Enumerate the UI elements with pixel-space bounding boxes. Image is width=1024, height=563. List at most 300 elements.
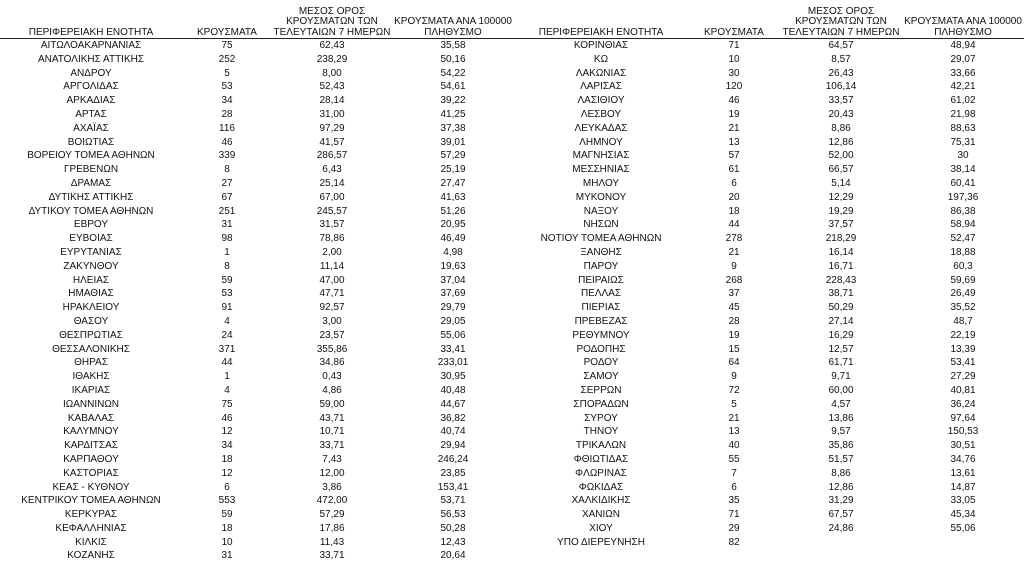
region-cell: ΑΡΤΑΣ <box>0 108 182 122</box>
avg7-cell: 19,29 <box>780 205 902 219</box>
cases-cell: 24 <box>182 329 272 343</box>
avg7-cell: 31,00 <box>272 108 392 122</box>
region-cell: ΧΑΝΙΩΝ <box>514 508 688 522</box>
cases-cell: 40 <box>688 439 780 453</box>
per100k-cell: 36,24 <box>902 398 1024 412</box>
cases-cell: 21 <box>688 246 780 260</box>
avg7-cell: 34,86 <box>272 356 392 370</box>
cases-cell: 20 <box>688 191 780 205</box>
avg7-cell: 62,43 <box>272 39 392 53</box>
table-row <box>514 177 1024 191</box>
avg7-cell: 97,29 <box>272 122 392 136</box>
region-cell: ΜΥΚΟΝΟΥ <box>514 191 688 205</box>
table-row <box>0 232 514 246</box>
avg7-cell: 52,00 <box>780 149 902 163</box>
table-row <box>0 425 514 439</box>
avg7-cell: 66,57 <box>780 163 902 177</box>
right-table-panel <box>514 0 1024 549</box>
region-cell: ΤΡΙΚΑΛΩΝ <box>514 439 688 453</box>
table-row <box>514 80 1024 94</box>
cases-cell: 8 <box>182 163 272 177</box>
cases-cell: 34 <box>182 94 272 108</box>
region-cell: ΔΥΤΙΚΗΣ ΑΤΤΙΚΗΣ <box>0 191 182 205</box>
cases-cell: 44 <box>182 356 272 370</box>
avg7-cell: 52,43 <box>272 80 392 94</box>
avg7-cell: 17,86 <box>272 522 392 536</box>
table-row <box>0 218 514 232</box>
per100k-cell: 60,41 <box>902 177 1024 191</box>
region-cell: ΚΑΒΑΛΑΣ <box>0 412 182 426</box>
per100k-cell: 27,47 <box>392 177 514 191</box>
cases-cell: 371 <box>182 343 272 357</box>
col-header-cases: ΚΡΟΥΣΜΑΤΑ <box>688 0 780 39</box>
table-row <box>514 343 1024 357</box>
per100k-cell: 53,71 <box>392 494 514 508</box>
per100k-cell: 48,94 <box>902 39 1024 53</box>
cases-cell: 98 <box>182 232 272 246</box>
avg7-cell: 3,00 <box>272 315 392 329</box>
per100k-cell <box>902 536 1024 550</box>
per100k-cell: 39,22 <box>392 94 514 108</box>
cases-cell: 71 <box>688 39 780 53</box>
avg7-cell: 16,14 <box>780 246 902 260</box>
avg7-cell: 12,29 <box>780 191 902 205</box>
per100k-cell: 55,06 <box>902 522 1024 536</box>
avg7-cell: 12,86 <box>780 136 902 150</box>
region-cell: ΚΕΑΣ - ΚΥΘΝΟΥ <box>0 481 182 495</box>
region-cell: ΥΠΟ ΔΙΕΡΕΥΝΗΣΗ <box>514 536 688 550</box>
per100k-cell: 19,63 <box>392 260 514 274</box>
region-cell: ΞΑΝΘΗΣ <box>514 246 688 260</box>
region-cell: ΔΡΑΜΑΣ <box>0 177 182 191</box>
table-row <box>0 549 514 563</box>
avg7-cell: 23,57 <box>272 329 392 343</box>
table-row <box>0 301 514 315</box>
table-row <box>514 425 1024 439</box>
per100k-cell: 56,53 <box>392 508 514 522</box>
cases-cell: 44 <box>688 218 780 232</box>
table-row <box>514 191 1024 205</box>
cases-cell: 46 <box>182 136 272 150</box>
table-row <box>514 163 1024 177</box>
avg7-cell: 64,57 <box>780 39 902 53</box>
per100k-cell: 22,19 <box>902 329 1024 343</box>
col-header-per100k: ΚΡΟΥΣΜΑΤΑ ΑΝΑ 100000 ΠΛΗΘΥΣΜΟ <box>902 0 1024 39</box>
avg7-cell: 47,00 <box>272 274 392 288</box>
per100k-cell: 50,28 <box>392 522 514 536</box>
per100k-cell: 42,21 <box>902 80 1024 94</box>
col-header-cases: ΚΡΟΥΣΜΑΤΑ <box>182 0 272 39</box>
per100k-cell: 86,38 <box>902 205 1024 219</box>
per100k-cell: 23,85 <box>392 467 514 481</box>
avg7-cell: 59,00 <box>272 398 392 412</box>
cases-cell: 12 <box>182 467 272 481</box>
table-row <box>514 398 1024 412</box>
col-header-per100k: ΚΡΟΥΣΜΑΤΑ ΑΝΑ 100000 ΠΛΗΘΥΣΜΟ <box>392 0 514 39</box>
avg7-cell: 3,86 <box>272 481 392 495</box>
avg7-cell: 61,71 <box>780 356 902 370</box>
cases-cell: 28 <box>688 315 780 329</box>
region-cell: ΠΑΡΟΥ <box>514 260 688 274</box>
per100k-cell: 54,22 <box>392 67 514 81</box>
region-cell: ΡΟΔΟΠΗΣ <box>514 343 688 357</box>
avg7-cell: 228,43 <box>780 274 902 288</box>
per100k-cell: 12,43 <box>392 536 514 550</box>
per100k-cell: 13,39 <box>902 343 1024 357</box>
region-cell: ΧΑΛΚΙΔΙΚΗΣ <box>514 494 688 508</box>
region-cell: ΖΑΚΥΝΘΟΥ <box>0 260 182 274</box>
region-cell: ΛΑΣΙΘΙΟΥ <box>514 94 688 108</box>
table-row <box>514 232 1024 246</box>
per100k-cell: 44,67 <box>392 398 514 412</box>
region-cell: ΚΑΛΥΜΝΟΥ <box>0 425 182 439</box>
table-row <box>0 191 514 205</box>
cases-cell: 339 <box>182 149 272 163</box>
cases-cell: 31 <box>182 218 272 232</box>
region-cell: ΝΟΤΙΟΥ ΤΟΜΕΑ ΑΘΗΝΩΝ <box>514 232 688 246</box>
region-cell: ΝΑΞΟΥ <box>514 205 688 219</box>
cases-cell: 1 <box>182 370 272 384</box>
cases-cell: 5 <box>182 67 272 81</box>
cases-cell: 251 <box>182 205 272 219</box>
avg7-cell: 43,71 <box>272 412 392 426</box>
per100k-cell: 33,05 <box>902 494 1024 508</box>
per100k-cell: 40,48 <box>392 384 514 398</box>
per100k-cell: 41,25 <box>392 108 514 122</box>
cases-cell: 9 <box>688 370 780 384</box>
per100k-cell: 29,05 <box>392 315 514 329</box>
cases-table-right <box>514 0 1024 549</box>
per100k-cell: 97,64 <box>902 412 1024 426</box>
table-row <box>514 412 1024 426</box>
region-cell: ΦΘΙΩΤΙΔΑΣ <box>514 453 688 467</box>
cases-cell: 18 <box>182 522 272 536</box>
table-row <box>0 260 514 274</box>
region-cell: ΜΗΛΟΥ <box>514 177 688 191</box>
avg7-cell: 2,00 <box>272 246 392 260</box>
avg7-cell: 106,14 <box>780 80 902 94</box>
table-row <box>514 149 1024 163</box>
per100k-cell: 37,38 <box>392 122 514 136</box>
avg7-cell: 355,86 <box>272 343 392 357</box>
avg7-cell: 31,57 <box>272 218 392 232</box>
cases-cell: 31 <box>182 549 272 563</box>
region-cell: ΕΥΒΟΙΑΣ <box>0 232 182 246</box>
avg7-cell: 8,57 <box>780 53 902 67</box>
cases-cell: 75 <box>182 398 272 412</box>
per100k-cell: 4,98 <box>392 246 514 260</box>
avg7-cell: 47,71 <box>272 287 392 301</box>
cases-cell: 21 <box>688 412 780 426</box>
table-row <box>0 329 514 343</box>
region-cell: ΠΡΕΒΕΖΑΣ <box>514 315 688 329</box>
avg7-cell: 92,57 <box>272 301 392 315</box>
table-row <box>0 287 514 301</box>
table-row <box>514 287 1024 301</box>
per100k-cell: 57,29 <box>392 149 514 163</box>
table-row <box>514 439 1024 453</box>
table-row <box>0 205 514 219</box>
per100k-cell: 41,63 <box>392 191 514 205</box>
region-cell: ΣΥΡΟΥ <box>514 412 688 426</box>
per100k-cell: 33,41 <box>392 343 514 357</box>
region-cell: ΑΧΑΪΑΣ <box>0 122 182 136</box>
avg7-cell: 0,43 <box>272 370 392 384</box>
avg7-cell: 8,86 <box>780 467 902 481</box>
avg7-cell: 5,14 <box>780 177 902 191</box>
per100k-cell: 36,82 <box>392 412 514 426</box>
cases-cell: 15 <box>688 343 780 357</box>
avg7-cell: 11,14 <box>272 260 392 274</box>
table-row <box>514 384 1024 398</box>
per100k-cell: 40,81 <box>902 384 1024 398</box>
table-row <box>0 108 514 122</box>
col-header-region: ΠΕΡΙΦΕΡΕΙΑΚΗ ΕΝΟΤΗΤΑ <box>514 0 688 39</box>
cases-cell: 67 <box>182 191 272 205</box>
table-row <box>514 508 1024 522</box>
region-cell: ΙΚΑΡΙΑΣ <box>0 384 182 398</box>
table-row <box>514 218 1024 232</box>
region-cell: ΒΟΡΕΙΟΥ ΤΟΜΕΑ ΑΘΗΝΩΝ <box>0 149 182 163</box>
cases-cell: 53 <box>182 287 272 301</box>
cases-cell: 9 <box>688 260 780 274</box>
region-cell: ΚΑΡΔΙΤΣΑΣ <box>0 439 182 453</box>
region-cell: ΚΕΝΤΡΙΚΟΥ ΤΟΜΕΑ ΑΘΗΝΩΝ <box>0 494 182 508</box>
per100k-cell: 58,94 <box>902 218 1024 232</box>
table-row <box>514 494 1024 508</box>
per100k-cell: 38,14 <box>902 163 1024 177</box>
table-row <box>514 122 1024 136</box>
region-cell: ΗΛΕΙΑΣ <box>0 274 182 288</box>
cases-cell: 59 <box>182 508 272 522</box>
avg7-cell: 8,86 <box>780 122 902 136</box>
table-row <box>0 384 514 398</box>
table-row <box>514 467 1024 481</box>
avg7-cell: 238,29 <box>272 53 392 67</box>
avg7-cell: 9,57 <box>780 425 902 439</box>
avg7-cell: 51,57 <box>780 453 902 467</box>
cases-cell: 1 <box>182 246 272 260</box>
avg7-cell: 50,29 <box>780 301 902 315</box>
per100k-cell: 153,41 <box>392 481 514 495</box>
table-row <box>514 522 1024 536</box>
region-cell: ΑΙΤΩΛΟΑΚΑΡΝΑΝΙΑΣ <box>0 39 182 53</box>
cases-cell: 64 <box>688 356 780 370</box>
per100k-cell: 39,01 <box>392 136 514 150</box>
avg7-cell: 10,71 <box>272 425 392 439</box>
per100k-cell: 20,64 <box>392 549 514 563</box>
per100k-cell: 30,95 <box>392 370 514 384</box>
per100k-cell: 45,34 <box>902 508 1024 522</box>
region-cell: ΤΗΝΟΥ <box>514 425 688 439</box>
region-cell: ΚΕΦΑΛΛΗΝΙΑΣ <box>0 522 182 536</box>
region-cell: ΛΕΥΚΑΔΑΣ <box>514 122 688 136</box>
avg7-cell: 26,43 <box>780 67 902 81</box>
cases-cell: 4 <box>182 384 272 398</box>
table-row <box>0 481 514 495</box>
per100k-cell: 233,01 <box>392 356 514 370</box>
region-cell: ΦΛΩΡΙΝΑΣ <box>514 467 688 481</box>
table-row <box>514 94 1024 108</box>
cases-cell: 28 <box>182 108 272 122</box>
per100k-cell: 52,47 <box>902 232 1024 246</box>
cases-cell: 120 <box>688 80 780 94</box>
avg7-cell: 4,86 <box>272 384 392 398</box>
cases-cell: 91 <box>182 301 272 315</box>
avg7-cell: 218,29 <box>780 232 902 246</box>
table-row <box>0 398 514 412</box>
per100k-cell: 197,36 <box>902 191 1024 205</box>
table-row <box>0 370 514 384</box>
cases-cell: 46 <box>182 412 272 426</box>
table-row <box>514 453 1024 467</box>
avg7-cell: 31,29 <box>780 494 902 508</box>
cases-cell: 46 <box>688 94 780 108</box>
cases-cell: 19 <box>688 329 780 343</box>
table-row <box>514 53 1024 67</box>
per100k-cell: 61,02 <box>902 94 1024 108</box>
per100k-cell: 18,88 <box>902 246 1024 260</box>
cases-cell: 19 <box>688 108 780 122</box>
per100k-cell: 35,58 <box>392 39 514 53</box>
avg7-cell: 20,43 <box>780 108 902 122</box>
table-row <box>0 246 514 260</box>
cases-cell: 13 <box>688 136 780 150</box>
cases-cell: 6 <box>688 481 780 495</box>
cases-cell: 116 <box>182 122 272 136</box>
region-cell: ΚΕΡΚΥΡΑΣ <box>0 508 182 522</box>
per100k-cell: 27,29 <box>902 370 1024 384</box>
per100k-cell: 14,87 <box>902 481 1024 495</box>
region-cell: ΛΑΡΙΣΑΣ <box>514 80 688 94</box>
cases-cell: 252 <box>182 53 272 67</box>
region-cell: ΔΥΤΙΚΟΥ ΤΟΜΕΑ ΑΘΗΝΩΝ <box>0 205 182 219</box>
per100k-cell: 33,66 <box>902 67 1024 81</box>
avg7-cell: 78,86 <box>272 232 392 246</box>
avg7-cell: 33,71 <box>272 439 392 453</box>
cases-cell: 82 <box>688 536 780 550</box>
table-row <box>0 453 514 467</box>
avg7-cell: 12,00 <box>272 467 392 481</box>
avg7-cell: 7,43 <box>272 453 392 467</box>
table-row <box>0 343 514 357</box>
table-row <box>0 67 514 81</box>
cases-cell: 75 <box>182 39 272 53</box>
per100k-cell: 26,49 <box>902 287 1024 301</box>
avg7-cell: 12,57 <box>780 343 902 357</box>
table-row <box>0 122 514 136</box>
table-row <box>0 522 514 536</box>
region-cell: ΕΥΡΥΤΑΝΙΑΣ <box>0 246 182 260</box>
table-row <box>514 301 1024 315</box>
region-cell: ΚΩ <box>514 53 688 67</box>
avg7-cell: 13,86 <box>780 412 902 426</box>
region-cell: ΚΟΡΙΝΘΙΑΣ <box>514 39 688 53</box>
table-row <box>0 494 514 508</box>
table-row <box>0 412 514 426</box>
region-cell: ΙΘΑΚΗΣ <box>0 370 182 384</box>
avg7-cell: 11,43 <box>272 536 392 550</box>
avg7-cell: 27,14 <box>780 315 902 329</box>
table-row <box>514 67 1024 81</box>
header-row <box>0 0 514 39</box>
cases-cell: 30 <box>688 67 780 81</box>
avg7-cell: 8,00 <box>272 67 392 81</box>
cases-cell: 553 <box>182 494 272 508</box>
cases-cell: 13 <box>688 425 780 439</box>
table-row <box>0 80 514 94</box>
cases-cell: 72 <box>688 384 780 398</box>
table-row <box>514 136 1024 150</box>
region-cell: ΚΑΡΠΑΘΟΥ <box>0 453 182 467</box>
table-row <box>514 536 1024 550</box>
cases-cell: 57 <box>688 149 780 163</box>
per100k-cell: 54,61 <box>392 80 514 94</box>
per100k-cell: 75,31 <box>902 136 1024 150</box>
avg7-cell: 57,29 <box>272 508 392 522</box>
table-row <box>0 39 514 53</box>
avg7-cell: 24,86 <box>780 522 902 536</box>
table-body-left <box>0 39 514 563</box>
cases-cell: 268 <box>688 274 780 288</box>
table-row <box>514 370 1024 384</box>
region-cell: ΛΑΚΩΝΙΑΣ <box>514 67 688 81</box>
per100k-cell: 34,76 <box>902 453 1024 467</box>
table-row <box>0 467 514 481</box>
region-cell: ΣΕΡΡΩΝ <box>514 384 688 398</box>
region-cell: ΗΜΑΘΙΑΣ <box>0 287 182 301</box>
cases-cell: 10 <box>182 536 272 550</box>
cases-cell: 34 <box>182 439 272 453</box>
cases-cell: 5 <box>688 398 780 412</box>
table-body-right <box>514 39 1024 550</box>
table-row <box>0 274 514 288</box>
table-row <box>0 356 514 370</box>
avg7-cell: 245,57 <box>272 205 392 219</box>
table-row <box>0 177 514 191</box>
region-cell: ΣΠΟΡΑΔΩΝ <box>514 398 688 412</box>
table-row <box>514 481 1024 495</box>
cases-cell: 21 <box>688 122 780 136</box>
table-row <box>0 315 514 329</box>
table-row <box>0 53 514 67</box>
cases-cell: 10 <box>688 53 780 67</box>
cases-cell: 8 <box>182 260 272 274</box>
avg7-cell: 67,57 <box>780 508 902 522</box>
per100k-cell: 55,06 <box>392 329 514 343</box>
region-cell: ΜΑΓΝΗΣΙΑΣ <box>514 149 688 163</box>
avg7-cell: 472,00 <box>272 494 392 508</box>
region-cell: ΠΕΙΡΑΙΩΣ <box>514 274 688 288</box>
avg7-cell: 9,71 <box>780 370 902 384</box>
cases-cell: 18 <box>688 205 780 219</box>
region-cell: ΑΡΚΑΔΙΑΣ <box>0 94 182 108</box>
region-cell: ΡΟΔΟΥ <box>514 356 688 370</box>
region-cell: ΠΙΕΡΙΑΣ <box>514 301 688 315</box>
per100k-cell: 60,3 <box>902 260 1024 274</box>
region-cell: ΠΕΛΛΑΣ <box>514 287 688 301</box>
avg7-cell: 38,71 <box>780 287 902 301</box>
table-row <box>0 94 514 108</box>
cases-cell: 53 <box>182 80 272 94</box>
per100k-cell: 35,52 <box>902 301 1024 315</box>
region-cell: ΡΕΘΥΜΝΟΥ <box>514 329 688 343</box>
region-cell: ΑΝΔΡΟΥ <box>0 67 182 81</box>
per100k-cell: 88,63 <box>902 122 1024 136</box>
table-row <box>514 329 1024 343</box>
cases-cell: 6 <box>688 177 780 191</box>
per100k-cell: 20,95 <box>392 218 514 232</box>
